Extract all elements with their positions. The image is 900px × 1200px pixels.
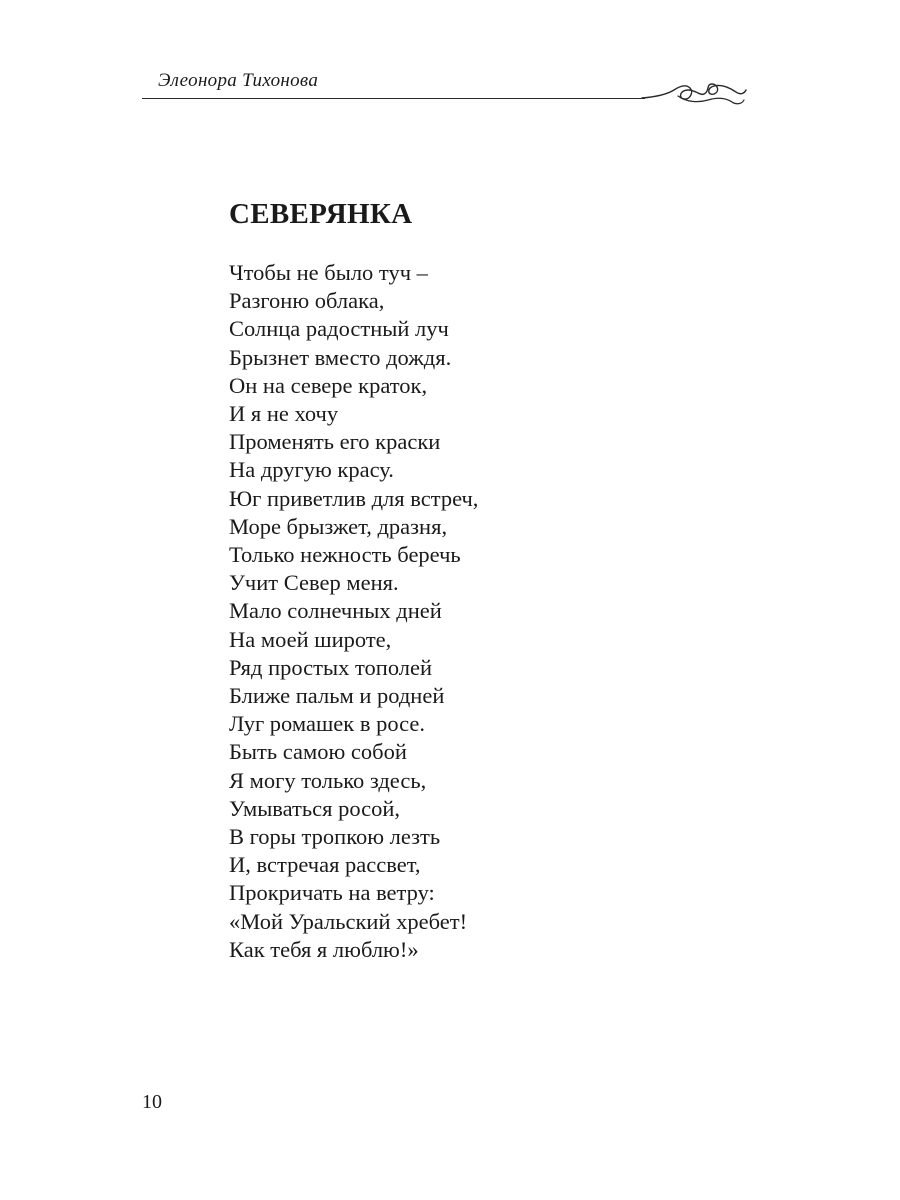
poem-line: На другую красу. [229, 457, 394, 483]
poem-line: В горы тропкою лезть [229, 824, 441, 850]
poem-line: Как тебя я люблю!» [229, 936, 419, 962]
poem-line: Прокричать на ветру: [229, 880, 435, 906]
poem-line: Луг ромашек в росе. [229, 711, 425, 737]
poem-line: Мало солнечных дней [229, 598, 442, 624]
header-rule [142, 98, 645, 99]
poem-line: Я могу только здесь, [229, 767, 427, 793]
poem-line: Променять его краски [229, 429, 441, 455]
poem-line: Чтобы не было туч – [229, 260, 428, 285]
poem-line: И, встречая рассвет, [229, 852, 421, 878]
poem-line: Умываться росой, [229, 795, 401, 821]
poem-title: СЕВЕРЯНКА [229, 198, 413, 230]
poem-line: Ближе пальм и родней [229, 683, 445, 709]
poem-line: Учит Север меня. [229, 570, 399, 596]
poem-line: Ряд простых тополей [229, 654, 433, 680]
poem-line: Солнца радостный луч [229, 316, 449, 342]
poem-body [229, 259, 478, 964]
poem-line: Быть самою собой [229, 739, 407, 765]
poem-line: Море брызжет, дразня, [229, 513, 448, 539]
poem-line: «Мой Уральский хребет! [229, 908, 468, 934]
poem-line: Только нежность беречь [229, 542, 461, 568]
poem-line: И я не хочу [229, 401, 339, 427]
poem-line: Он на севере краток, [229, 372, 428, 398]
poem-line: Брызнет вместо дождя. [229, 344, 452, 370]
flourish-ornament [640, 72, 752, 112]
page-number: 10 [142, 1091, 162, 1113]
poem-line: Разгоню облака, [229, 288, 385, 314]
poem-line: На моей широте, [229, 626, 392, 652]
poem-line: Юг приветлив для встреч, [229, 485, 479, 511]
running-head-author: Элеонора Тихонова [158, 70, 319, 91]
